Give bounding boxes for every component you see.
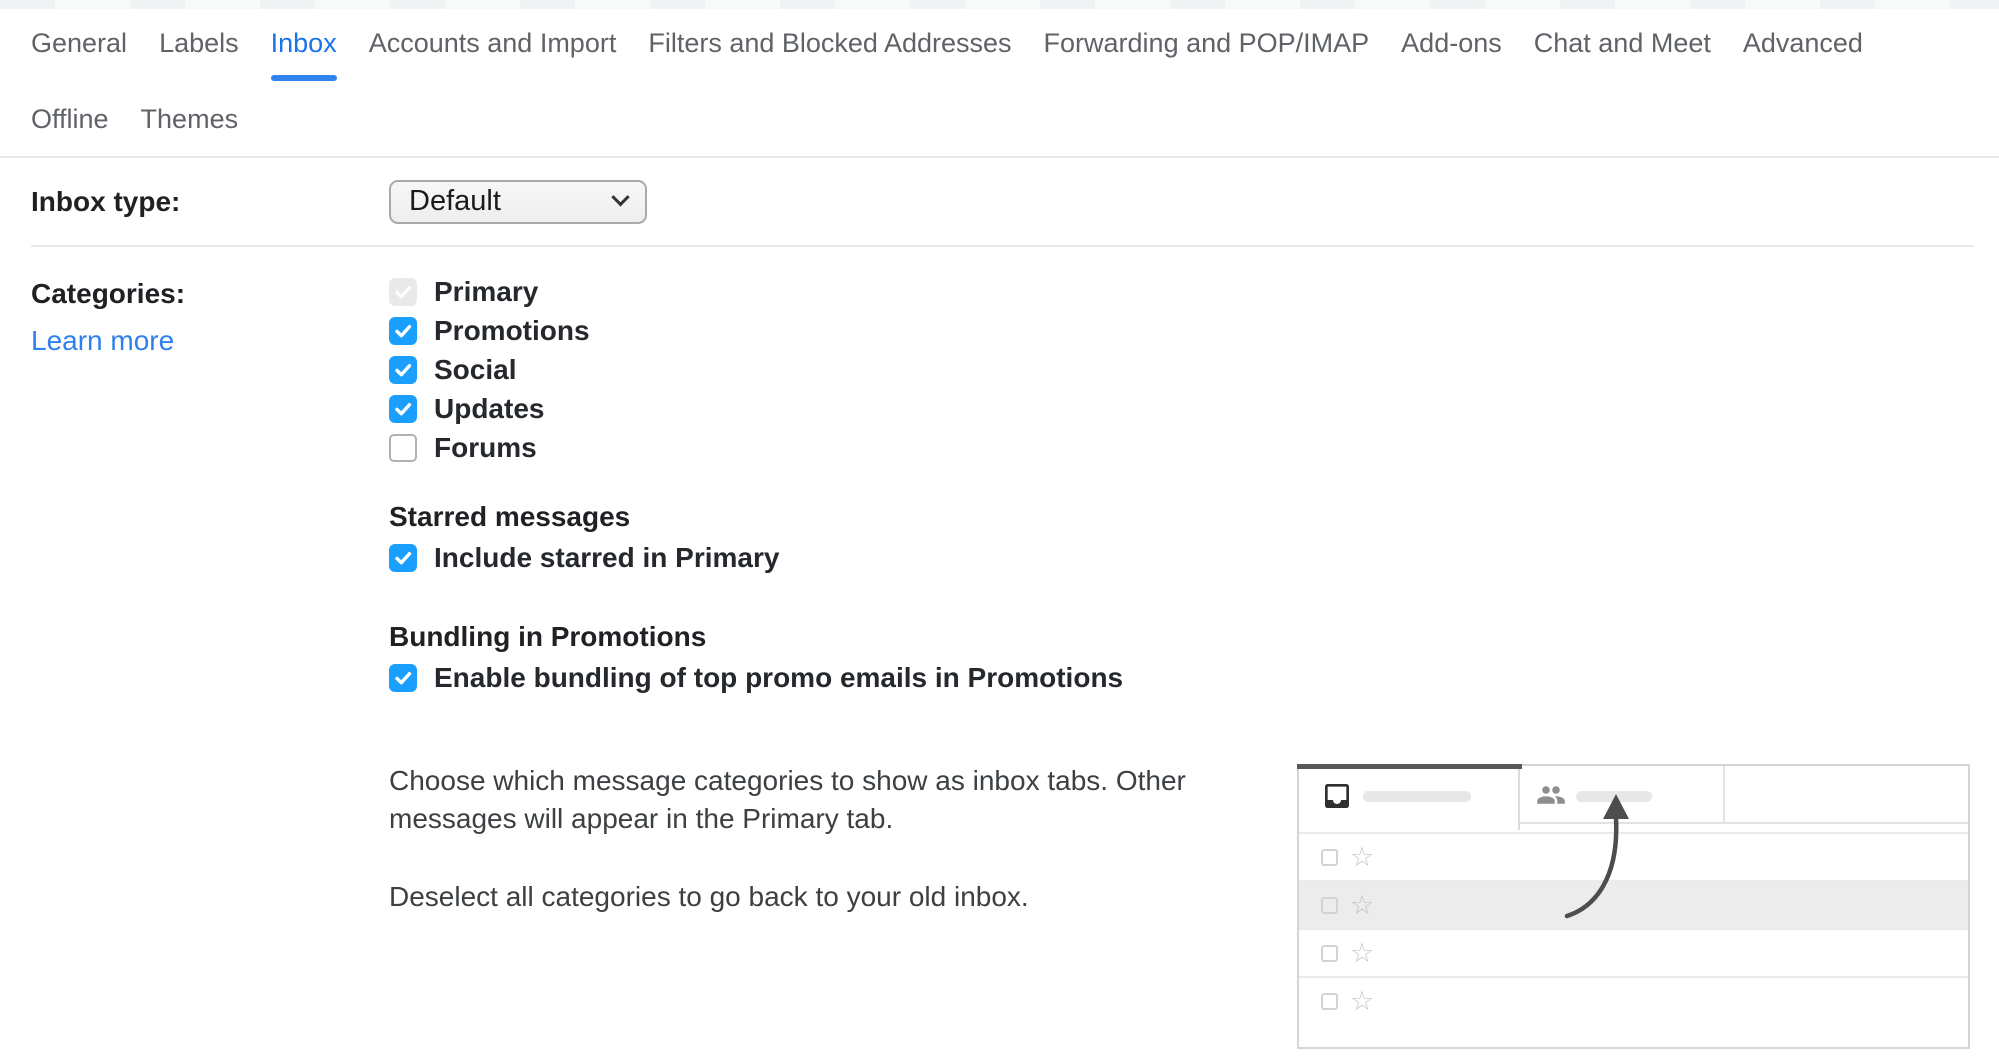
categories-label: Categories:: [31, 278, 186, 309]
settings-tabs-row-1: [15, 23, 1975, 81]
bundling-heading: Bundling in Promotions: [389, 621, 707, 652]
star-outline-icon: ☆: [1350, 889, 1375, 921]
star-outline-icon: ☆: [1350, 937, 1375, 969]
learn-more-link[interactable]: Learn more: [31, 325, 175, 356]
tab-general[interactable]: General: [31, 28, 128, 58]
illustration-tabbar-rest: [1725, 766, 1968, 824]
categories-description: [389, 762, 1204, 1049]
category-checkbox-list: [389, 278, 1999, 462]
inbox-type-select-value: Default: [409, 185, 501, 217]
checkbox-outline-icon: [1321, 849, 1338, 866]
tab-add-ons[interactable]: Add-ons: [1401, 28, 1502, 58]
category-row-promotions: [389, 317, 1999, 345]
active-tab-highlight-bar: [1297, 764, 1522, 769]
description-paragraph-1: Choose which message categories to show as inbox tabs. Other messages will appear in the Primary tab.: [389, 765, 1186, 834]
category-checkbox-social[interactable]: [389, 356, 417, 384]
inbox-tabs-illustration: [1297, 764, 1970, 1049]
categories-description-row: [389, 762, 1999, 1049]
tab-themes[interactable]: Themes: [140, 104, 239, 134]
include-starred-row: [389, 544, 1999, 572]
checkbox-outline-icon: [1321, 993, 1338, 1010]
inbox-type-select[interactable]: [389, 180, 647, 224]
tab-forwarding-and-pop-imap[interactable]: Forwarding and POP/IMAP: [1043, 28, 1370, 58]
checkbox-outline-icon: [1321, 897, 1338, 914]
include-starred-checkbox[interactable]: [389, 544, 417, 572]
illustration-email-row: [1299, 976, 1968, 1024]
tab-advanced[interactable]: Advanced: [1742, 28, 1863, 58]
category-row-social: [389, 356, 1999, 384]
tab-inbox[interactable]: Inbox: [255, 23, 353, 81]
inbox-icon: [1321, 780, 1353, 812]
star-outline-icon: ☆: [1350, 985, 1375, 1017]
description-paragraph-2: Deselect all categories to go back to your old inbox.: [389, 881, 1029, 912]
category-row-updates: [389, 395, 1999, 423]
category-label-primary: Primary: [434, 276, 539, 307]
enable-bundling-checkbox[interactable]: [389, 664, 417, 692]
tab-offline[interactable]: Offline: [31, 104, 109, 134]
chevron-down-icon: [611, 188, 629, 206]
top-edge-artifact: [0, 0, 1999, 9]
category-label-promotions: Promotions: [434, 315, 590, 346]
settings-tabs-header: [0, 9, 1999, 139]
inbox-type-row: [0, 158, 1999, 245]
category-label-forums: Forums: [434, 432, 537, 463]
category-checkbox-promotions[interactable]: [389, 317, 417, 345]
tab-chat-and-meet[interactable]: Chat and Meet: [1533, 28, 1711, 58]
tab-label-placeholder: [1576, 791, 1652, 802]
inbox-type-label: Inbox type:: [31, 185, 181, 217]
category-label-social: Social: [434, 354, 517, 385]
enable-bundling-row: [389, 664, 1999, 692]
star-outline-icon: ☆: [1350, 841, 1375, 873]
checkbox-outline-icon: [1321, 945, 1338, 962]
category-checkbox-updates[interactable]: [389, 395, 417, 423]
tab-label-placeholder: [1363, 791, 1471, 802]
enable-bundling-label: Enable bundling of top promo emails in Promotions: [434, 662, 1124, 693]
categories-row: [0, 247, 1999, 1049]
category-row-forums: [389, 434, 1999, 462]
tab-filters-and-blocked-addresses[interactable]: Filters and Blocked Addresses: [648, 28, 1012, 58]
category-row-primary: [389, 278, 1999, 306]
tab-accounts-and-import[interactable]: Accounts and Import: [368, 28, 617, 58]
illustration-email-row: [1299, 832, 1968, 880]
include-starred-label: Include starred in Primary: [434, 542, 780, 573]
tab-labels[interactable]: Labels: [159, 28, 239, 58]
illustration-email-row-highlighted: [1299, 880, 1968, 928]
category-checkbox-primary: [389, 278, 417, 306]
starred-messages-heading: Starred messages: [389, 501, 631, 532]
illustration-email-row: [1299, 928, 1968, 976]
illustration-email-rows: [1299, 832, 1968, 1024]
settings-tabs-row-2: [15, 99, 1975, 139]
illustration-tab-social: [1520, 766, 1725, 824]
category-checkbox-forums[interactable]: [389, 434, 417, 462]
people-icon: [1536, 780, 1566, 810]
category-label-updates: Updates: [434, 393, 545, 424]
